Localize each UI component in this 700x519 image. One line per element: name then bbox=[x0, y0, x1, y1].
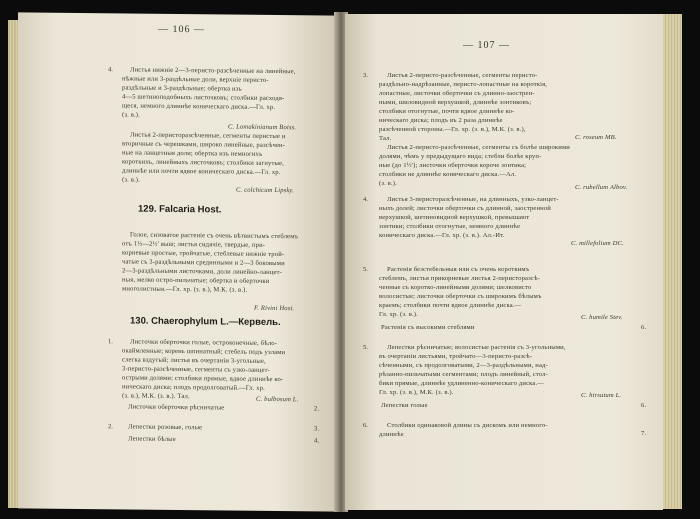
text-line: корневые простые, тройчатые, стеблевые нижніе трой- bbox=[122, 249, 285, 259]
text-line: (з. в.), М.К. (з. в.). Тал. bbox=[122, 392, 190, 401]
text-line: ные на ланцетныя доли; обертка изъ немногихъ bbox=[122, 149, 263, 158]
key-ref: 2. bbox=[314, 405, 320, 413]
text-line: многолистныя.—Гл. хр. (з. в.), М.К. (з. в.). bbox=[122, 285, 248, 294]
text-line: бики прямые, длиннѣе удлиненно-коническаго диска.— bbox=[379, 380, 545, 387]
text-line: Столбики одинаковой длины съ дискомъ или немного- bbox=[387, 422, 548, 429]
item-number: 3. bbox=[363, 72, 368, 79]
text-line: Лепестки рѣсничатые; волосистые растенія съ 3-угольными, bbox=[387, 344, 566, 351]
text-line: 3-перисто-разсѣченные, сегменты съ узко-ланцет- bbox=[122, 365, 270, 374]
text-line: раздѣльно-надрѣзанные, перисто-лопастные на короткія, bbox=[379, 81, 548, 88]
text-line: слегка вздутый; листья въ очертаніи 3-угольные, bbox=[122, 356, 266, 365]
text-line: коническаго диска.—Гл. хр. (з. в.). Ал.-Ит. bbox=[379, 232, 505, 239]
key-line: Растенія съ высокими стеблями bbox=[381, 324, 475, 331]
text-line: 2—3-раздѣльными листочками, доли линейно-ланцет- bbox=[122, 267, 282, 277]
text-line: раздѣльные и 3-раздѣльные; обертка изъ bbox=[122, 84, 242, 93]
text-line: длиннѣе bbox=[379, 431, 404, 438]
text-line: 4—5 шетиноподобныхъ листочковъ; столбики расходя- bbox=[122, 93, 285, 103]
text-line: Листья 2-перисто-разсѣченные, сегменты перисто- bbox=[387, 72, 538, 79]
species-name: C. millefolium DC. bbox=[571, 240, 624, 247]
species-name: C. bulbosum L. bbox=[256, 395, 299, 404]
right-page-stack bbox=[660, 14, 682, 509]
text-line: столбики отогнутые, почти вдвое длиннѣе ко- bbox=[379, 108, 515, 115]
text-line: разсѣченной стороны.—Гл. хр. (з. в.), М.К. (з. в.), bbox=[379, 126, 526, 133]
text-line: лопастные, листочки оберточки съ длинно-заострен- bbox=[379, 90, 535, 97]
text-line: Листья нижніе 2—3-перисто-разсѣченные на линейные, bbox=[130, 66, 296, 76]
genus-heading: 129. Falcaria Host. bbox=[138, 203, 222, 216]
text-line: короткихъ, линейныхъ листочковъ; столбики загнутые, bbox=[122, 158, 284, 168]
item-number: 5. bbox=[363, 266, 368, 273]
text-line: Тал. bbox=[379, 135, 392, 142]
text-line: столбики не длиннѣе коническаго диска.—Ал. bbox=[379, 171, 517, 178]
item-number: 2. bbox=[108, 423, 113, 431]
item-number: 4. bbox=[108, 66, 113, 74]
text-line: длиннѣе или почти вдвое коническаго диска.—Гл. хр. bbox=[122, 167, 281, 177]
page-number: — 107 — bbox=[463, 40, 510, 51]
species-name: C. colchicum Lipsky. bbox=[236, 186, 294, 195]
key-line: Лепестки бѣлые bbox=[128, 435, 176, 443]
text-line: ные (до 1½'); листочки оберточки короче зонтика; bbox=[379, 162, 527, 169]
text-line: ническаго диска; плодъ въ 2 раза длиннѣе bbox=[379, 117, 503, 124]
text-line: Гл. хр. (з. в.). bbox=[379, 311, 418, 318]
text-line: ными, шиловидной верхушкой, длиннѣе зонтиковъ; bbox=[379, 99, 532, 106]
text-line: (з. в.). bbox=[122, 176, 140, 184]
text-line: окаймленные; корень шпинатный; стебель подъ узлами bbox=[122, 347, 286, 357]
item-number: 1. bbox=[108, 338, 113, 346]
left-page bbox=[18, 12, 338, 511]
text-line: острыми долями; столбики прямые, вдвое длиннѣе ко- bbox=[122, 374, 284, 384]
genus-heading: 130. Chaerophylum L.—Кервель. bbox=[130, 315, 281, 329]
text-line: щеся, немного длиннѣе коническаго диска.—Гл. хр. bbox=[122, 102, 276, 112]
key-line: Лепестки голые bbox=[381, 402, 428, 409]
text-line: стеблемъ, листья прикорневые листья 2-перисторазсѣ- bbox=[379, 275, 541, 282]
text-line: вторичные съ черешками, широко линейные, разсѣчен- bbox=[122, 140, 286, 150]
text-line: (з. в.). bbox=[122, 111, 140, 119]
species-name: C. roseum MB. bbox=[575, 134, 617, 141]
text-line: ныя, мелко остро-пильчатые; обертка и оберточки bbox=[122, 276, 270, 285]
species-name: C. rubellum Albov. bbox=[575, 184, 628, 191]
text-line: зонтики; столбики отогнутые, немного длиннѣе bbox=[379, 223, 521, 230]
key-ref: 6. bbox=[641, 324, 647, 331]
text-line: нѣжные или 3-раздѣльные доли, верхніе перисто- bbox=[122, 75, 269, 84]
text-line: (з. в.). bbox=[379, 180, 397, 187]
species-name: C. Lomakinianum Boiss. bbox=[228, 123, 297, 132]
species-name: C. hirsutum L. bbox=[581, 392, 622, 399]
text-line: Листья 2-перисторазсѣченные, сегменты перистые и bbox=[130, 131, 286, 141]
key-ref: 4. bbox=[314, 437, 320, 445]
text-line: въ очертаніи листьями, тройчато—3-перисто-разсѣ- bbox=[379, 353, 533, 360]
text-line: ническаго диска; плодъ продолговатый.—Гл. хр. bbox=[122, 383, 265, 392]
text-line: волосистые; листочки оберточки съ широкимъ бѣлымъ bbox=[379, 293, 542, 300]
key-line: Листочки оберточки рѣсничатые bbox=[128, 403, 225, 412]
key-ref: 7. bbox=[641, 430, 647, 437]
text-line: рѣзанно-пильчатыми сегментами; плодъ линейный, стол- bbox=[379, 371, 548, 378]
text-line: Листья 2-перисто-разсѣченные, сегменты съ болѣе широкими bbox=[387, 144, 570, 151]
key-line: Лепестки розовые, голые bbox=[128, 423, 203, 432]
text-line: долями, чѣмъ у предыдущаго вида; стебли болѣе круп- bbox=[379, 153, 542, 160]
item-number: 5. bbox=[363, 344, 368, 351]
text-line: Растенія безстебельныя или съ очень короткимъ bbox=[387, 266, 530, 273]
key-ref: 6. bbox=[641, 402, 647, 409]
species-name: C. humile Stev. bbox=[581, 314, 623, 321]
text-line: Гл. хр. (з. в.), М.К. (з. в.). bbox=[379, 389, 454, 396]
text-line: ченные съ коротко-линейными долями; шелковисто bbox=[379, 284, 532, 291]
species-name: F. Rivini Host. bbox=[254, 304, 295, 313]
text-line: сѣченными, съ продолговатыми, 2—3-раздѣльными, над- bbox=[379, 362, 548, 369]
text-line: верхушкой, шетиновидной верхушкой, превышают bbox=[379, 214, 530, 221]
item-number: 6. bbox=[363, 422, 368, 429]
text-line: краемъ; столбики почти вдвое длиннѣе диска.— bbox=[379, 302, 522, 309]
key-ref: 3. bbox=[314, 425, 320, 433]
page-number: — 106 — bbox=[158, 23, 205, 36]
text-line: Листья 3-перисторазсѣченные, на длинныхъ, узко-ланцет- bbox=[387, 196, 559, 203]
text-line: Листочки оберточки голые, остроконечные, бѣло- bbox=[130, 338, 278, 348]
right-page bbox=[345, 14, 663, 510]
item-number: 4. bbox=[363, 196, 368, 203]
text-line: ныхъ долей; листочки оберточки съ длинной, заостренной bbox=[379, 205, 551, 212]
text-line: отъ 1½—2½' выш; листья сидячіе, твердые, при- bbox=[122, 240, 266, 249]
text-line: чатые съ 3-раздѣльными срединными и 2—3 боковыми bbox=[122, 258, 285, 268]
text-line: Голое, сизоватое растеніе съ очень вѣтвистымъ стеблемъ bbox=[130, 231, 299, 241]
